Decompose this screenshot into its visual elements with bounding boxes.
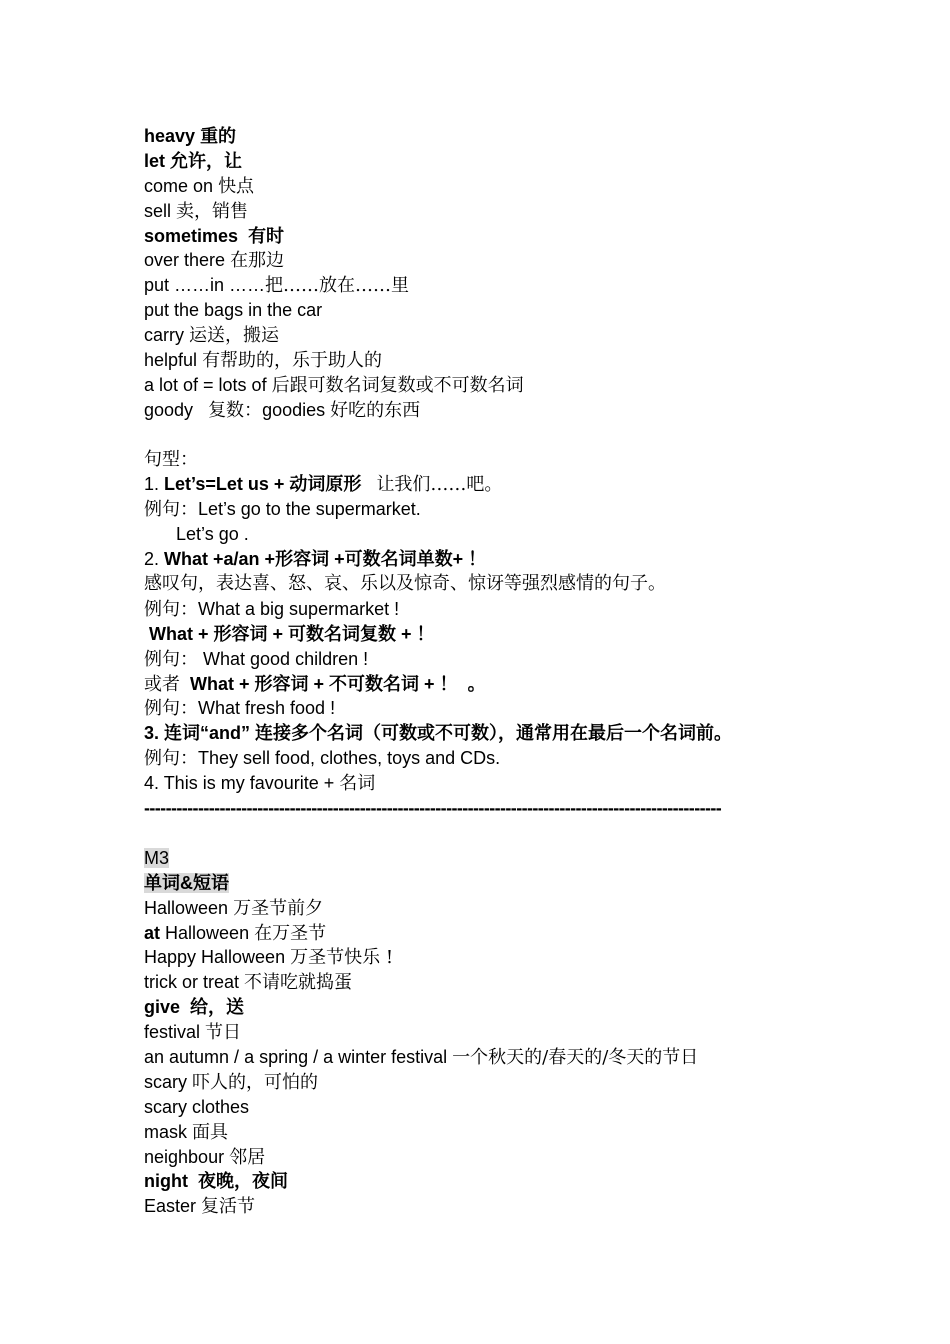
example-label: 例句： — [144, 499, 198, 521]
vocab-item — [144, 348, 844, 373]
vocab-item — [144, 199, 844, 224]
vocab-item — [144, 1095, 844, 1120]
vocab-zh: 有时 — [248, 225, 285, 246]
vocab-item — [144, 149, 844, 174]
vocab-zh: 重的 — [200, 126, 237, 146]
vocab-zh: 快点 — [218, 175, 255, 197]
vocab-zh: 给，送 — [190, 997, 245, 1018]
vocab-zh: 在那边 — [230, 250, 285, 272]
vocab-en: scary clothes — [144, 1096, 250, 1117]
vocab-en: Halloween — [165, 922, 250, 943]
document-page — [144, 124, 844, 1219]
vocab-zh: 把……放在……里 — [265, 275, 410, 297]
vocab-zh: 万圣节快乐 ! — [290, 947, 394, 969]
grammar-meaning: 让我们……吧。 — [376, 474, 503, 496]
example-label: 例句： — [144, 598, 198, 620]
example-text: What a big supermarket ! — [198, 598, 400, 619]
vocab-zh: 允许，让 — [170, 150, 243, 171]
vocab-item — [144, 224, 844, 249]
vocab-zh: 面具 — [192, 1121, 229, 1143]
section-title — [144, 846, 844, 871]
vocab-en: helpful — [144, 350, 198, 371]
vocab-zh: 万圣节前夕 — [233, 897, 324, 919]
vocab-en: sometimes — [144, 225, 239, 246]
grammar-rule: Let’s=Let us + 动词原形 — [164, 474, 362, 495]
vocab-zh: 运送，搬运 — [189, 325, 280, 347]
grammar-heading: 句型： — [144, 448, 198, 470]
spacer — [144, 821, 844, 846]
vocab-item — [144, 124, 844, 149]
vocab-item — [144, 398, 844, 423]
vocab-zh: 复数： — [208, 399, 263, 421]
example-text: Let’s go . — [176, 524, 249, 545]
grammar-point-1 — [144, 472, 844, 497]
vocab-list-1 — [144, 124, 844, 423]
grammar-meaning: 名词 — [339, 773, 376, 795]
vocab-item — [144, 1070, 844, 1095]
vocab-item — [144, 1045, 844, 1070]
vocab-item — [144, 373, 844, 398]
vocab-zh: 复活节 — [201, 1196, 256, 1218]
vocab-item — [144, 1145, 844, 1170]
vocab-en: heavy — [144, 126, 196, 146]
vocab-item — [144, 896, 844, 921]
vocab-item — [144, 323, 844, 348]
vocab-en: put ……in …… — [144, 275, 266, 296]
vocab-item — [144, 1120, 844, 1145]
m3-section — [144, 846, 844, 1219]
vocab-en: carry — [144, 325, 184, 346]
grammar-point-2 — [144, 547, 844, 572]
or-label: 或者 — [144, 673, 180, 695]
vocab-item — [144, 248, 844, 273]
example-text: They sell food, clothes, toys and CDs. — [198, 748, 501, 769]
vocab-item — [144, 1194, 844, 1219]
vocab-en: night — [144, 1171, 188, 1192]
vocab-en: give — [144, 997, 181, 1018]
vocab-item — [144, 298, 844, 323]
vocab-item — [144, 945, 844, 970]
vocab-en: Halloween — [144, 897, 229, 918]
vocab-zh: 后跟可数名词复数或不可数名词 — [271, 374, 524, 396]
vocab-item — [144, 995, 844, 1020]
example-text: What good children ! — [203, 648, 369, 669]
vocab-prefix: at — [144, 922, 161, 943]
example-label: 例句： — [144, 648, 198, 670]
vocab-en: Happy Halloween — [144, 947, 286, 968]
vocab-zh: 节日 — [205, 1022, 242, 1044]
example-line — [144, 497, 844, 522]
vocab-zh: 在万圣节 — [254, 922, 327, 944]
grammar-point-4 — [144, 771, 844, 796]
vocab-item — [144, 921, 844, 946]
vocab-zh: 吓人的，可怕的 — [192, 1071, 319, 1093]
section-subtitle — [144, 871, 844, 896]
grammar-rule: What +a/an +形容词 +可数名词单数+ ！ — [164, 549, 487, 570]
point-number: 1. — [144, 474, 160, 495]
example-text: Let’s go to the supermarket. — [198, 499, 421, 520]
divider-line: ----------------------------------------------------------------------------------------------------------- — [144, 798, 722, 819]
vocab-zh: 不请吃就捣蛋 — [244, 972, 353, 994]
vocab-zh: 一个秋天的/春天的/冬天的节日 — [452, 1046, 699, 1068]
example-line — [144, 647, 844, 672]
vocab-en: a lot of = lots of — [144, 374, 267, 395]
vocab-en: an autumn / a spring / a winter festival — [144, 1046, 448, 1067]
example-label: 例句： — [144, 748, 198, 770]
example-line — [144, 522, 844, 547]
module-title: M3 — [144, 847, 170, 868]
vocab-en: goody — [144, 399, 194, 420]
spacer — [144, 423, 844, 448]
example-line — [144, 696, 844, 721]
vocab-en: festival — [144, 1022, 201, 1043]
vocab-en: sell — [144, 200, 172, 221]
grammar-rule: What + 形容词 + 可数名词复数 + ！ — [149, 623, 435, 644]
vocab-item — [144, 970, 844, 995]
vocab-item — [144, 1169, 844, 1194]
vocab-item — [144, 174, 844, 199]
grammar-section — [144, 448, 844, 821]
example-line — [144, 597, 844, 622]
vocab-en: over there — [144, 250, 226, 271]
vocab-en: neighbour — [144, 1146, 225, 1167]
vocab-item — [144, 1020, 844, 1045]
vocab-en: come on — [144, 175, 214, 196]
grammar-rule-line — [144, 672, 844, 697]
point-number: 2. — [144, 549, 160, 570]
example-line — [144, 746, 844, 771]
grammar-description: 感叹句，表达喜、怒、哀、乐以及惊奇、惊讶等强烈感情的句子。 — [144, 573, 666, 595]
vocab-plural: goodies — [262, 399, 326, 420]
vocab-zh: 有帮助的，乐于助人的 — [202, 350, 383, 372]
grammar-rule: 4. This is my favourite + — [144, 773, 335, 794]
module-subtitle: 单词&短语 — [144, 872, 229, 893]
vocab-en: Easter — [144, 1196, 197, 1217]
vocab-en: let — [144, 150, 166, 171]
vocab-item — [144, 273, 844, 298]
example-text: What fresh food ! — [198, 698, 336, 719]
vocab-en: mask — [144, 1121, 188, 1142]
vocab-zh: 好吃的东西 — [330, 399, 421, 421]
vocab-zh: 卖，销售 — [176, 200, 249, 222]
grammar-rule-end: 。 — [467, 673, 486, 694]
vocab-en: put the bags in the car — [144, 300, 323, 321]
vocab-zh: 邻居 — [229, 1146, 266, 1168]
grammar-point-3: 3. 连词“and” 连接多个名词（可数或不可数），通常用在最后一个名词前。 — [144, 723, 733, 744]
vocab-en: trick or treat — [144, 972, 240, 993]
vocab-en: scary — [144, 1071, 188, 1092]
example-label: 例句： — [144, 698, 198, 720]
grammar-rule: What + 形容词 + 不可数名词 + ！ — [190, 673, 458, 694]
vocab-zh: 夜晚，夜间 — [198, 1171, 288, 1192]
